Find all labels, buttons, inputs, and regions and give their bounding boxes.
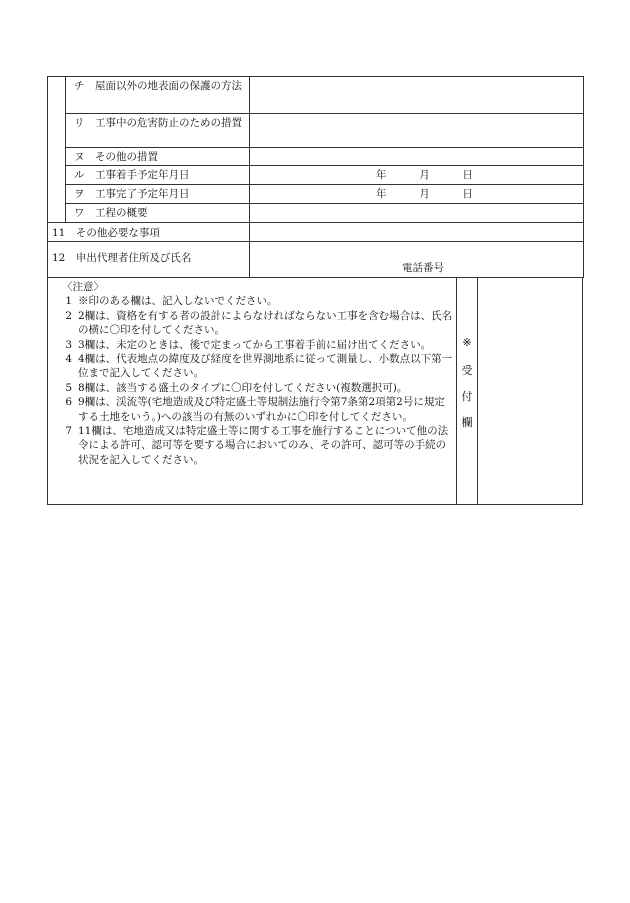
phone-label: 電話番号 [402,262,444,274]
notes-heading: 〈注意〉 [62,281,104,293]
field-chi[interactable] [250,77,584,114]
label-nu: ヌ その他の措置 [66,148,250,166]
row-chi [48,77,584,114]
field-ri[interactable] [250,114,584,148]
note-item: 3 3欄は、未定のときは、後で定まってから工事着手前に届け出てください。 [65,338,432,351]
reception-column [456,278,478,504]
note-item: 4 4欄は、代表地点の緯度及び経度を世界測地系に従って測量し、小数点以下第一位まで記入してください。 [65,353,453,380]
row-nu [48,148,584,166]
note-item: 1 ※印のある欄は、記入しないでください。 [65,295,278,308]
field-wa[interactable] [250,204,584,223]
reception-field[interactable] [478,278,582,504]
field-12[interactable] [250,242,584,278]
note-item: 7 11欄は、宅地造成又は特定盛土等に関する工事を施行することについて他の法令による許可、認可等を要する場合においてのみ、その許可、認可等の手続の状況を記入してください。 [65,425,449,466]
notes [48,278,456,504]
field-nu[interactable] [250,148,584,166]
label-11: 11 その他必要な事項 [48,223,250,242]
label-ri: リ 工事中の危害防止のための措置 [66,114,250,148]
label-chi: チ 屋面以外の地表面の保護の方法 [66,77,250,114]
month-unit: 月 [419,188,430,200]
reception-mark: ※ [462,336,472,349]
day-unit: 日 [462,169,473,181]
field-11[interactable] [250,223,584,242]
note-item: 2 2欄は、資格を有する者の設計によらなければならない工事を含む場合は、氏名の横に〇印を付してください。 [65,309,453,337]
row-ru [48,166,584,185]
application-form [47,76,583,505]
row-12 [48,242,584,278]
row-wa [48,204,584,223]
field-start-date[interactable] [250,166,584,185]
row-ri [48,114,584,148]
label-ru: ル 工事着手予定年月日 [66,166,250,185]
reception-char-1: 受 [461,364,473,377]
label-wo: ヲ 工事完了予定年月日 [66,185,250,204]
day-unit: 日 [462,188,473,200]
row-11 [48,223,584,242]
reception-char-2: 付 [461,390,473,403]
form-table [47,76,584,278]
row-wo [48,185,584,204]
field-end-date[interactable] [250,185,584,204]
note-item: 5 8欄は、該当する盛土のタイプに〇印を付してください(複数選択可)。 [65,381,408,394]
note-item: 6 9欄は、渓流等(宅地造成及び特定盛土等規制法施行令第7条第2項第2号に規定する土地をいう。)への該当の有無のいずれかに〇印を付してください。 [65,396,445,423]
label-wa: ワ 工程の概要 [66,204,250,223]
year-unit: 年 [376,188,387,200]
year-unit: 年 [376,169,387,181]
month-unit: 月 [419,169,430,181]
reception-char-3: 欄 [461,416,473,429]
label-12: 12 申出代理者住所及び氏名 [48,242,250,278]
notes-section [47,278,583,505]
